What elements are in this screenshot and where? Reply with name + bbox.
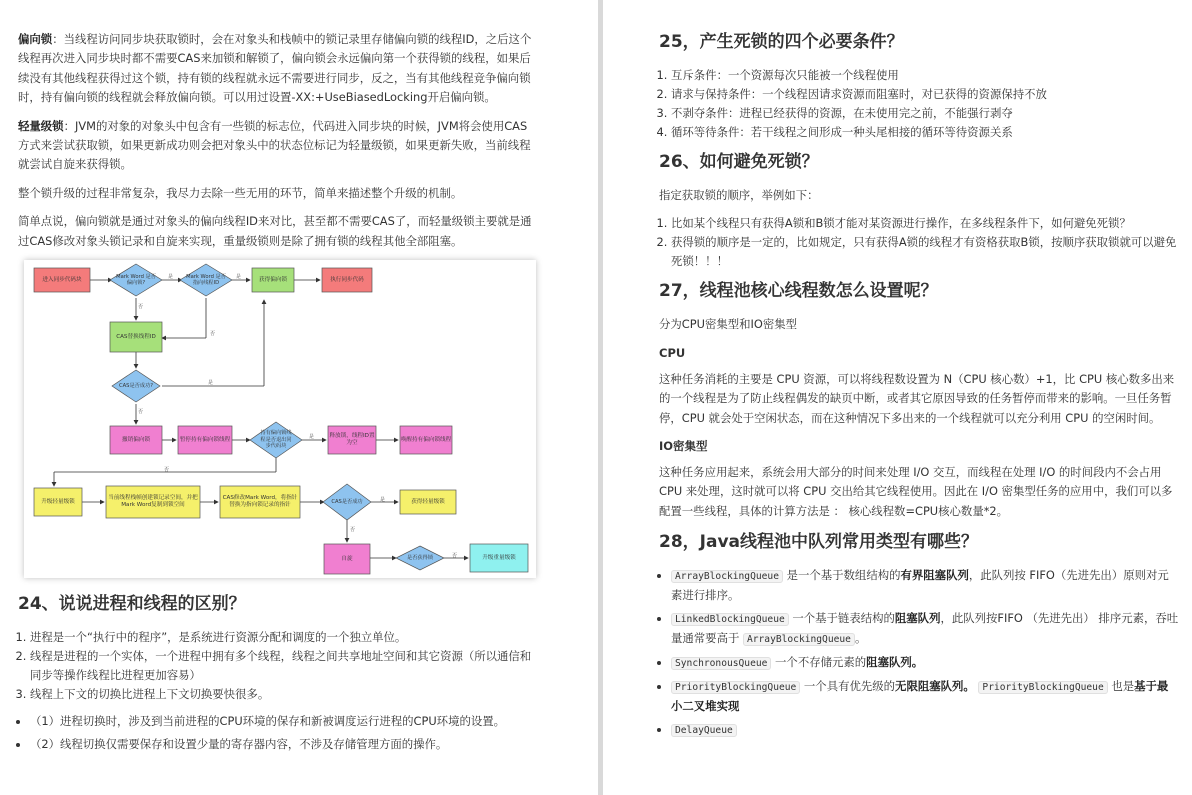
edge-label-yes: 是 bbox=[208, 380, 214, 387]
summary-paragraph: 简单点说，偏向锁就是通过对象头的偏向线程ID来对比，甚至都不需要CAS了，而轻量级锁主要就是通过CAS修改对象头锁记录和自旋来实现，重量级锁则是除了拥有锁的线程其他全部阻塞。 bbox=[18, 214, 532, 248]
code-array-blocking-queue: ArrayBlockingQueue bbox=[671, 570, 783, 583]
edge-label-no: 否 bbox=[164, 467, 170, 474]
code-priority-blocking-queue: PriorityBlockingQueue bbox=[671, 681, 800, 694]
paragraph-27: 分为CPU密集型和IO密集型 bbox=[659, 317, 798, 332]
flow-get-lightweight: 获得轻量级锁 bbox=[411, 498, 445, 505]
flow-cas-success-decision-2: CAS是否成功 bbox=[331, 498, 363, 505]
heading-cpu: CPU bbox=[659, 345, 686, 360]
flow-upgrade-heavyweight: 升级重量级锁 bbox=[482, 554, 516, 561]
paragraph-io: 这种任务应用起来，系统会用大部分的时间来处理 I/O 交互，而线程在处理 I/O 的时间段内不会占用 CPU 来处理，这时就可以将 CPU 交出给其它线程使用。因此在 I/O 密集型任务的应用中，我们可以多配置一些线程，具体的计算方法是 ： 核心线程数=CPU核心数量*2。 bbox=[659, 465, 1173, 518]
edge-label-yes: 是 bbox=[236, 274, 242, 281]
heading-26: 26、如何避免死锁？ bbox=[659, 152, 819, 172]
queue-bold: 阻塞队列 bbox=[894, 611, 941, 626]
list-item: 4. 循环等待条件：若干线程之间形成一种头尾相接的循环等待资源关系 bbox=[671, 123, 1179, 142]
heading-27: 27，线程池核心线程数怎么设置呢？ bbox=[659, 281, 938, 302]
edge-label-no: 否 bbox=[138, 304, 144, 311]
biased-lock-paragraph bbox=[18, 30, 538, 108]
list-item: 3. 不剥夺条件：进程已经获得的资源，在未使用完之前，不能强行剥夺 bbox=[671, 104, 1179, 123]
edge-label-yes: 是 bbox=[380, 497, 386, 504]
flow-create-lock-record: 当前线程栈帧创建锁记录空间，并把Mark Word复制到锁空间 bbox=[108, 495, 198, 509]
heading-28: 28，Java线程池中队列常用类型有哪些？ bbox=[659, 532, 979, 553]
edge-label-yes: 是 bbox=[309, 434, 315, 441]
queue-bold: 有界阻塞队列 bbox=[900, 568, 969, 583]
lightweight-lock-term: 轻量级锁 bbox=[18, 118, 64, 133]
flow-is-biased-decision: Mark Word 是否偏向锁? bbox=[116, 273, 156, 287]
list-item: 1. 进程是一个“执行中的程序”，是系统进行资源分配和调度的一个独立单位。 bbox=[30, 628, 538, 647]
flow-execute-sync-code: 执行同步代码 bbox=[330, 276, 364, 283]
queue-text: 。 bbox=[854, 631, 867, 646]
flow-get-biased-lock: 获得偏向锁 bbox=[259, 276, 287, 283]
heading-io: IO密集型 bbox=[659, 439, 708, 454]
heading-25: 25，产生死锁的四个必要条件？ bbox=[659, 32, 904, 52]
queue-text: 一个不存储元素的 bbox=[771, 655, 867, 670]
list-item: • （2）线程切换仅需要保存和设置少量的寄存器内容，不涉及存储管理方面的操作。 bbox=[30, 735, 538, 754]
queue-item-priority bbox=[671, 677, 1179, 716]
flow-wake-holder: 唤醒持有偏向锁线程 bbox=[400, 436, 452, 443]
lightweight-lock-paragraph bbox=[18, 117, 538, 175]
flow-revoke-biased: 撤销偏向锁 bbox=[122, 436, 150, 443]
biased-lock-term: 偏向锁 bbox=[18, 32, 53, 46]
queue-text: 一个具有优先级的 bbox=[800, 679, 896, 694]
queue-bold: 无限阻塞队列。 bbox=[895, 679, 975, 694]
queue-item-synchronous bbox=[671, 653, 1179, 673]
edge-label-no: 否 bbox=[452, 553, 458, 560]
flow-spin: 自旋 bbox=[341, 555, 353, 562]
list-item: 1. 比如某个线程只有获得A锁和B锁才能对某资源进行操作，在多线程条件下，如何避免死锁？ bbox=[671, 214, 1179, 233]
code-array-blocking-queue: ArrayBlockingQueue bbox=[743, 633, 855, 646]
flow-pause-holder: 暂停持有偏向锁线程 bbox=[179, 436, 231, 443]
flow-points-thread-decision: Mark Word 是否指向线程ID bbox=[186, 273, 226, 287]
queue-text: ，此队列按FIFO （先进先出） 排序元素，吞吐量通常要高于 bbox=[671, 611, 1179, 646]
edge-label-yes: 是 bbox=[168, 274, 174, 281]
flow-enter-sync-block: 进入同步代码块 bbox=[42, 276, 82, 283]
left-content bbox=[18, 30, 538, 758]
list-24 bbox=[18, 628, 538, 704]
list-item: 1. 互斥条件：一个资源每次只能被一个线程使用 bbox=[671, 66, 1179, 85]
code-priority-blocking-queue: PriorityBlockingQueue bbox=[978, 681, 1107, 694]
queue-list bbox=[659, 566, 1179, 740]
list-item: 3. 线程上下文的切换比进程上下文切换要快很多。 bbox=[30, 685, 538, 704]
biased-lock-text: ：当线程访问同步块获取锁时，会在对象头和栈帧中的锁记录里存储偏向锁的线程ID，之后这个线程再次进入同步块时都不需要CAS来加锁和解锁了，偏向锁会永远偏向第一个获得锁的线程，如果后续没有其他线程获得过这个锁，持有锁的线程就永远不需要进行同步，反之，当有其他线程竞争偏向锁时，持有偏向锁的线程就会释放偏向锁。可以用过设置-XX:+UseBiasedLocking开启偏向锁。 bbox=[18, 32, 532, 105]
bullets-24 bbox=[18, 712, 538, 754]
flow-cas-modify-markword: CAS修改Mark Word，将指针替换为指向锁记录的指针 bbox=[222, 495, 298, 509]
lightweight-lock-text: ：JVM的对象的对象头中包含有一些锁的标志位，代码进入同步块的时候，JVM将会使用CAS方式来尝试获取锁，如果更新成功则会把对象头中的状态位标记为轻量级锁，如果更新失败，当前线程就尝试自旋来获得锁。 bbox=[18, 118, 531, 172]
queue-item-linked bbox=[671, 609, 1179, 649]
code-linked-blocking-queue: LinkedBlockingQueue bbox=[671, 613, 789, 626]
heading-24: 24、说说进程和线程的区别？ bbox=[18, 594, 246, 615]
queue-bold: 基于最小二叉堆实现 bbox=[671, 679, 1169, 714]
flow-release-lock: 释放锁，线程ID置为空 bbox=[329, 433, 375, 447]
paragraph-26: 指定获取锁的顺序，举例如下： bbox=[659, 188, 819, 202]
list-item: • （1）进程切换时，涉及到当前进程的CPU环境的保存和新被调度运行进程的CPU环境的设置。 bbox=[30, 712, 538, 731]
flow-cas-success-decision: CAS是否成功? bbox=[119, 382, 153, 389]
code-synchronous-queue: SynchronousQueue bbox=[671, 657, 771, 670]
edge-label-no: 否 bbox=[210, 331, 216, 338]
flowchart-connectors bbox=[24, 260, 536, 578]
queue-text: 是一个基于数组结构的 bbox=[782, 568, 901, 583]
list-item: 2. 请求与保持条件：一个线程因请求资源而阻塞时，对已获得的资源保持不放 bbox=[671, 85, 1179, 104]
lock-upgrade-paragraph: 整个锁升级的过程非常复杂，我尽力去除一些无用的环节，简单来描述整个升级的机制。 bbox=[18, 185, 463, 200]
list-26 bbox=[659, 214, 1179, 271]
list-item: 2. 获得锁的顺序是一定的，比如规定，只有获得A锁的线程才有资格获取B锁，按顺序获取锁就可以避免死锁！！！ bbox=[671, 233, 1179, 271]
queue-text: 一个基于链表结构的 bbox=[788, 611, 895, 626]
queue-item-array bbox=[671, 566, 1179, 605]
list-25 bbox=[659, 66, 1179, 142]
right-content bbox=[659, 30, 1179, 744]
paragraph-cpu: 这种任务消耗的主要是 CPU 资源，可以将线程数设置为 N（CPU 核心数）+1，比 CPU 核心数多出来的一个线程是为了防止线程偶发的缺页中断，或者其它原因导致的任务暂停而带来的影响。一旦任务暂停，CPU 就会处于空闲状态，而在这种情况下多出来的一个线程就可以充分利用 CPU 的空闲时间。 bbox=[659, 371, 1175, 425]
queue-text: ，此队列按 FIFO（先进先出）原则对元素进行排序。 bbox=[671, 568, 1169, 603]
right-page bbox=[603, 0, 1192, 795]
list-item: 2. 线程是进程的一个实体，一个进程中拥有多个线程，线程之间共享地址空间和其它资源（所以通信和同步等操作线程比进程更加容易） bbox=[30, 647, 538, 685]
queue-item-delay bbox=[671, 720, 1179, 740]
flow-holder-exited-decision: 持有偏向锁线程是否退出同步代码块 bbox=[260, 430, 292, 450]
flow-got-lock-decision: 是否获得锁 bbox=[407, 554, 433, 561]
edge-label-no: 否 bbox=[350, 527, 356, 534]
flow-cas-replace-id: CAS替换线程ID bbox=[116, 333, 156, 340]
code-delay-queue: DelayQueue bbox=[671, 724, 737, 737]
lock-upgrade-flowchart bbox=[24, 260, 536, 578]
flow-upgrade-lightweight: 升级轻量级锁 bbox=[41, 498, 75, 505]
edge-label-no: 否 bbox=[138, 409, 144, 416]
queue-bold: 阻塞队列。 bbox=[866, 655, 924, 670]
queue-text: 也是 bbox=[1107, 679, 1135, 694]
